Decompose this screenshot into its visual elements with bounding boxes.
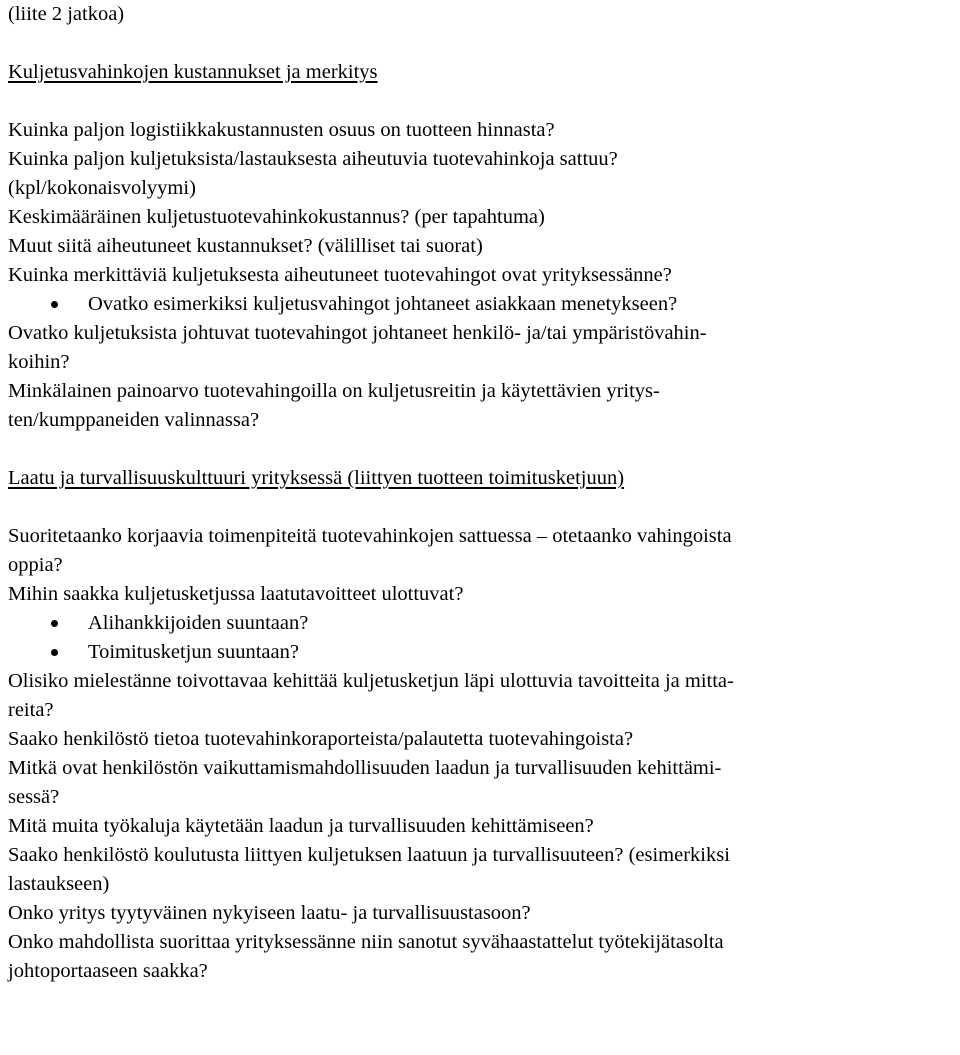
spacer bbox=[8, 29, 956, 58]
question-line: Onko mahdollista suorittaa yrityksessänne niin sanotut syvähaastattelut työtekijätasolta bbox=[8, 931, 724, 953]
question-line: Kuinka paljon kuljetuksista/lastauksesta aiheutuvia tuotevahinkoja sattuu? bbox=[8, 148, 618, 170]
question-line: ten/kumppaneiden valinnassa? bbox=[8, 409, 260, 431]
question-line: sessä? bbox=[8, 786, 60, 808]
question-line: oppia? bbox=[8, 554, 63, 576]
question-line: reita? bbox=[8, 699, 54, 721]
question-line: (kpl/kokonaisvolyymi) bbox=[8, 177, 196, 199]
bullet-icon bbox=[51, 649, 58, 656]
question-line: lastaukseen) bbox=[8, 873, 110, 895]
document-page bbox=[8, 0, 956, 986]
appendix-note: (liite 2 jatkoa) bbox=[8, 3, 125, 25]
bullet-text: Alihankkijoiden suuntaan? bbox=[88, 612, 309, 634]
bullet-item bbox=[8, 290, 956, 319]
bullet-icon bbox=[51, 301, 58, 308]
question-line: Saako henkilöstö tietoa tuotevahinkoraporteista/palautetta tuotevahingoista? bbox=[8, 728, 634, 750]
question-line: Saako henkilöstö koulutusta liittyen kuljetuksen laatuun ja turvallisuuteen? (esimerkiksi bbox=[8, 844, 730, 866]
section-heading-damage-costs: Kuljetusvahinkojen kustannukset ja merkitys bbox=[8, 61, 378, 83]
question-line: Mihin saakka kuljetusketjussa laatutavoitteet ulottuvat? bbox=[8, 583, 464, 605]
question-line: Minkälainen painoarvo tuotevahingoilla on kuljetusreitin ja käytettävien yritys- bbox=[8, 380, 660, 402]
bullet-item bbox=[8, 638, 956, 667]
question-line: johtoportaaseen saakka? bbox=[8, 960, 208, 982]
section-heading-quality-safety: Laatu ja turvallisuuskulttuuri yrityksessä (liittyen tuotteen toimitusketjuun) bbox=[8, 467, 625, 489]
question-line: Mitkä ovat henkilöstön vaikuttamismahdollisuuden laadun ja turvallisuuden kehittämi- bbox=[8, 757, 722, 779]
spacer bbox=[8, 435, 956, 464]
question-line: Mitä muita työkaluja käytetään laadun ja turvallisuuden kehittämiseen? bbox=[8, 815, 594, 837]
question-line: Onko yritys tyytyväinen nykyiseen laatu- ja turvallisuustasoon? bbox=[8, 902, 531, 924]
question-line: Muut siitä aiheutuneet kustannukset? (välilliset tai suorat) bbox=[8, 235, 483, 257]
spacer bbox=[8, 493, 956, 522]
bullet-icon bbox=[51, 620, 58, 627]
question-line: Keskimääräinen kuljetustuotevahinkokustannus? (per tapahtuma) bbox=[8, 206, 545, 228]
question-line: Olisiko mielestänne toivottavaa kehittää kuljetusketjun läpi ulottuvia tavoitteita ja mitta- bbox=[8, 670, 734, 692]
question-line: Kuinka merkittäviä kuljetuksesta aiheutuneet tuotevahingot ovat yrityksessänne? bbox=[8, 264, 672, 286]
bullet-text: Toimitusketjun suuntaan? bbox=[88, 641, 299, 663]
question-line: koihin? bbox=[8, 351, 70, 373]
bullet-item bbox=[8, 609, 956, 638]
spacer bbox=[8, 87, 956, 116]
bullet-text: Ovatko esimerkiksi kuljetusvahingot johtaneet asiakkaan menetykseen? bbox=[88, 293, 678, 315]
question-line: Ovatko kuljetuksista johtuvat tuotevahingot johtaneet henkilö- ja/tai ympäristövahin- bbox=[8, 322, 707, 344]
question-line: Suoritetaanko korjaavia toimenpiteitä tuotevahinkojen sattuessa – otetaanko vahingoista bbox=[8, 525, 732, 547]
question-line: Kuinka paljon logistiikkakustannusten osuus on tuotteen hinnasta? bbox=[8, 119, 555, 141]
